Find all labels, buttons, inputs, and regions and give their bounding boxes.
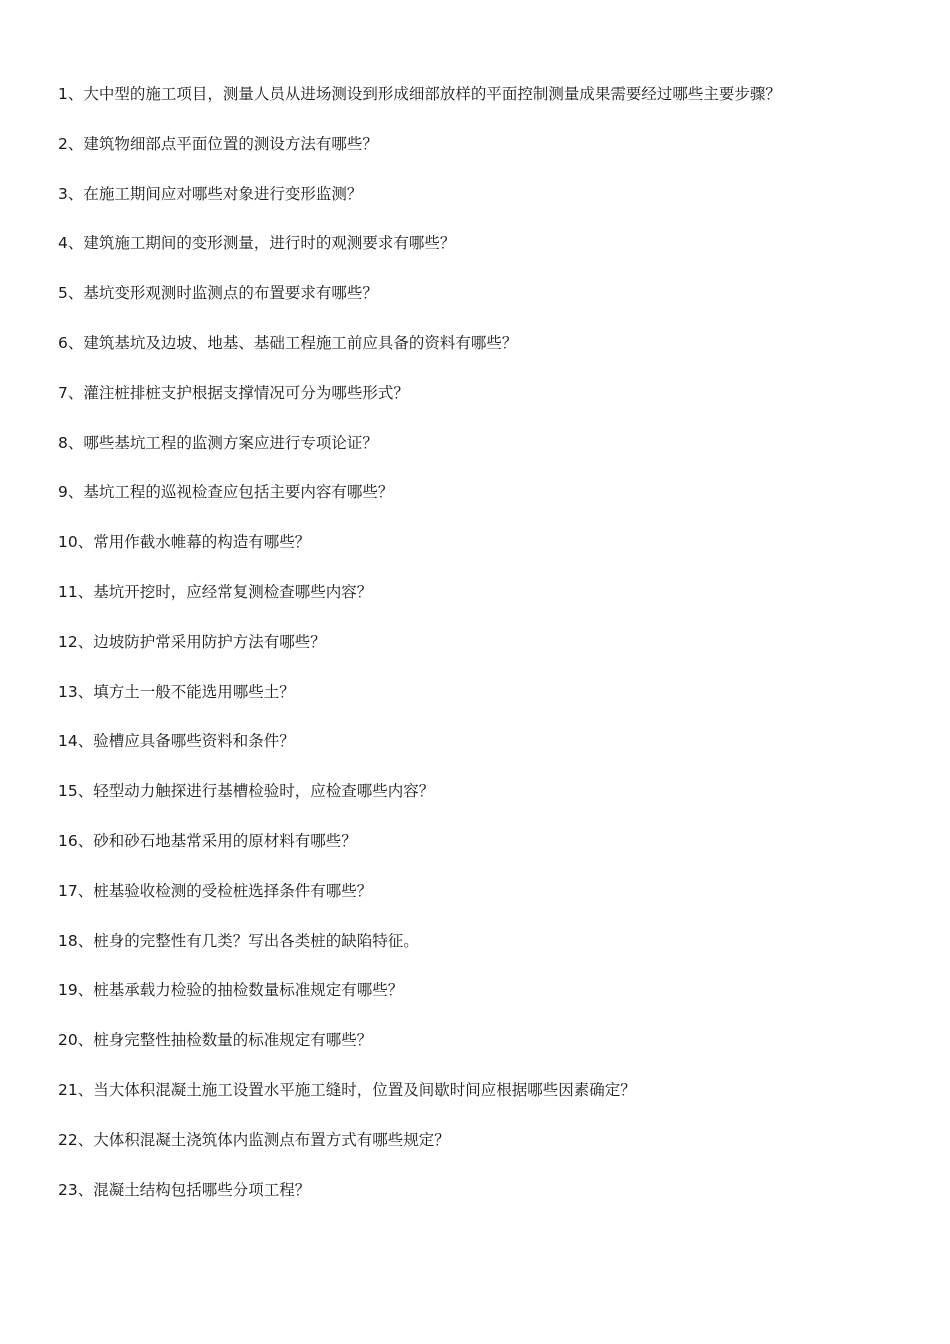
question-item: 18、桩身的完整性有几类？写出各类桩的缺陷特征。 bbox=[58, 931, 419, 950]
question-item: 2、建筑物细部点平面位置的测设方法有哪些？ bbox=[58, 134, 378, 153]
question-item: 15、轻型动力触探进行基槽检验时，应检查哪些内容？ bbox=[58, 782, 435, 801]
question-item: 4、建筑施工期间的变形测量，进行时的观测要求有哪些？ bbox=[58, 234, 456, 253]
question-item: 19、桩基承载力检验的抽检数量标准规定有哪些？ bbox=[58, 981, 404, 1000]
question-item: 17、桩基验收检测的受检桩选择条件有哪些？ bbox=[58, 881, 373, 900]
question-item: 12、边坡防护常采用防护方法有哪些？ bbox=[58, 632, 326, 651]
question-item: 11、基坑开挖时，应经常复测检查哪些内容？ bbox=[58, 582, 373, 601]
question-list bbox=[58, 82, 918, 1227]
question-item: 20、桩身完整性抽检数量的标准规定有哪些？ bbox=[58, 1031, 373, 1050]
question-item: 10、常用作截水帷幕的构造有哪些？ bbox=[58, 533, 311, 552]
question-item: 23、混凝土结构包括哪些分项工程？ bbox=[58, 1180, 311, 1199]
question-item: 3、在施工期间应对哪些对象进行变形监测？ bbox=[58, 184, 363, 203]
question-item: 5、基坑变形观测时监测点的布置要求有哪些？ bbox=[58, 284, 378, 303]
question-item: 8、哪些基坑工程的监测方案应进行专项论证？ bbox=[58, 433, 378, 452]
question-item: 9、基坑工程的巡视检查应包括主要内容有哪些？ bbox=[58, 483, 394, 502]
question-item: 16、砂和砂石地基常采用的原材料有哪些？ bbox=[58, 831, 357, 850]
question-item: 21、当大体积混凝土施工设置水平施工缝时，位置及间歇时间应根据哪些因素确定？ bbox=[58, 1080, 636, 1099]
question-item: 1、大中型的施工项目，测量人员从进场测设到形成细部放样的平面控制测量成果需要经过哪些主要步骤？ bbox=[58, 85, 781, 103]
question-item: 14、验槽应具备哪些资料和条件？ bbox=[58, 732, 295, 751]
question-item: 7、灌注桩排桩支护根据支撑情况可分为哪些形式？ bbox=[58, 383, 409, 402]
question-item: 13、填方土一般不能选用哪些土？ bbox=[58, 682, 295, 701]
question-item: 22、大体积混凝土浇筑体内监测点布置方式有哪些规定？ bbox=[58, 1130, 450, 1149]
question-item: 6、建筑基坑及边坡、地基、基础工程施工前应具备的资料有哪些？ bbox=[58, 333, 518, 352]
